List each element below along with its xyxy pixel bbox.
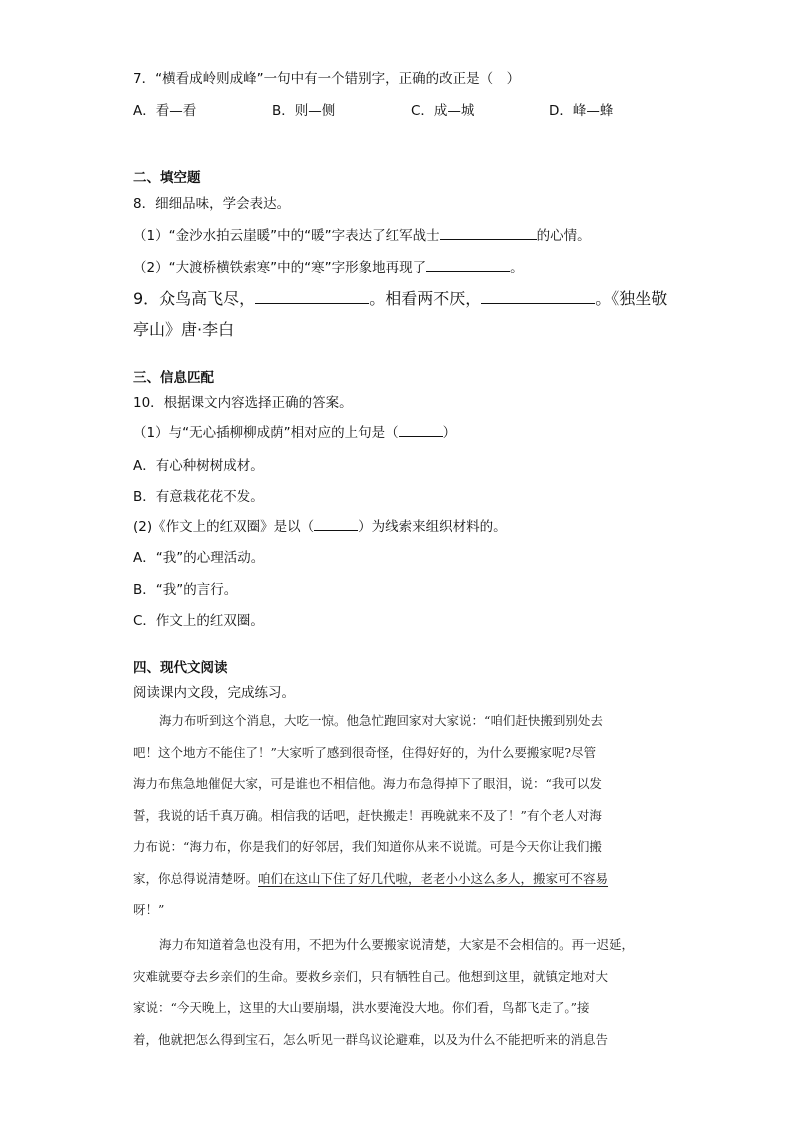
- passage-line: 誓，我说的话千真万确。相信我的话吧，赶快搬走！再晚就来不及了！”有个老人对海: [133, 807, 602, 823]
- q7-stem: 7．“横看成岭则成峰”一句中有一个错别字，正确的改正是（ ）: [133, 71, 521, 87]
- passage-line: 家说：“今天晚上，这里的大山要崩塌，洪水要淹没大地。你们看，鸟都飞走了。”接: [133, 1000, 590, 1015]
- passage-paragraph-2: [133, 929, 663, 1055]
- q7-option-c: C．成—城: [411, 103, 475, 119]
- q8-part1: [133, 224, 591, 244]
- q10-sub2-end: ）为线索来组织材料的。: [358, 519, 507, 535]
- reading-intro: 阅读课内文段，完成练习。: [133, 685, 295, 701]
- passage-line: 力布说：“海力布，你是我们的好邻居，我们知道你从来不说谎。可是今天你让我们搬: [133, 839, 602, 854]
- q10-sub2-blank[interactable]: [314, 518, 358, 531]
- q10-sub1-blank[interactable]: [399, 424, 443, 437]
- section-title-matching: 三、信息匹配: [133, 370, 214, 386]
- q10-sub1-option-b: B．有意栽花花不发。: [133, 489, 264, 505]
- q9-line1: [133, 286, 667, 309]
- q9-blank1[interactable]: [255, 287, 369, 304]
- q10-sub2: [133, 515, 507, 535]
- q10-sub1-text: （1）与“无心插柳柳成荫”相对应的上句是（: [133, 425, 399, 441]
- q8-part1-text: （1）“金沙水拍云崖暖”中的“暖”字表达了红军战士: [133, 228, 440, 244]
- q9-part2: 。相看两不厌，: [369, 289, 482, 308]
- q10-stem: 10．根据课文内容选择正确的答案。: [133, 395, 353, 411]
- q8-stem: 8．细细品味，学会表达。: [133, 196, 291, 212]
- q7-option-b: B．则—侧: [272, 103, 336, 119]
- passage-line: 海力布焦急地催促大家，可是谁也不相信他。海力布急得掉下了眼泪，说：“我可以发: [133, 776, 602, 791]
- q9-line2: 亭山》唐·李白: [133, 320, 235, 339]
- passage-line: 吧！这个地方不能住了！”大家听了感到很奇怪，住得好好的，为什么要搬家呢?尽管: [133, 744, 597, 760]
- passage-line: 着，他就把怎么得到宝石，怎么听见一群鸟议论避难，以及为什么不能把听来的消息告: [133, 1031, 609, 1047]
- q8-part1-blank[interactable]: [440, 225, 537, 240]
- q10-sub1-option-a: A．有心种树树成材。: [133, 458, 264, 474]
- q9-part3: 。《独坐敬: [595, 289, 668, 308]
- q10-sub1-end: ）: [442, 425, 457, 441]
- passage-line: 灾难就要夺去乡亲们的生命。要救乡亲们，只有牺牲自己。他想到这里，就镇定地对大: [133, 968, 609, 984]
- underlined-sentence: 咱们在这山下住了好几代啦，老老小小这么多人，搬家可不容易: [258, 870, 609, 886]
- passage-line: 呀！”: [133, 902, 165, 917]
- section-title-reading: 四、现代文阅读: [133, 660, 228, 676]
- q8-part2-text-end: 。: [510, 260, 524, 276]
- passage-line: 海力布听到这个消息，大吃一惊。他急忙跑回家对大家说：“咱们赶快搬到别处去: [159, 713, 603, 728]
- passage-line-start: 家，你总得说清楚呀。: [133, 870, 259, 886]
- q7-option-d: D．峰—蜂: [549, 103, 614, 119]
- q10-sub2-option-b: B．“我”的言行。: [133, 582, 238, 598]
- q7-option-a: A．看—看: [133, 103, 197, 119]
- passage-line: 海力布知道着急也没有用，不把为什么要搬家说清楚，大家是不会相信的。再一迟延，: [159, 937, 635, 952]
- q8-part1-text-end: 的心情。: [536, 228, 591, 244]
- q10-sub2-text: (2)《作文上的红双圈》是以（: [133, 519, 315, 535]
- section-title-fill-blank: 二、填空题: [133, 170, 201, 186]
- q9-part1: 9．众鸟高飞尽，: [133, 289, 256, 308]
- q10-sub1: [133, 421, 456, 441]
- q10-sub2-option-a: A．“我”的心理活动。: [133, 550, 265, 566]
- q10-sub2-option-c: C．作文上的红双圈。: [133, 613, 264, 629]
- q8-part2-text: （2）“大渡桥横铁索寒”中的“寒”字形象地再现了: [133, 260, 427, 276]
- q8-part2: [133, 256, 524, 276]
- passage-line-mixed: [133, 863, 663, 895]
- q8-part2-blank[interactable]: [426, 257, 510, 272]
- passage-paragraph-1: [133, 705, 663, 926]
- q9-blank2[interactable]: [481, 287, 595, 304]
